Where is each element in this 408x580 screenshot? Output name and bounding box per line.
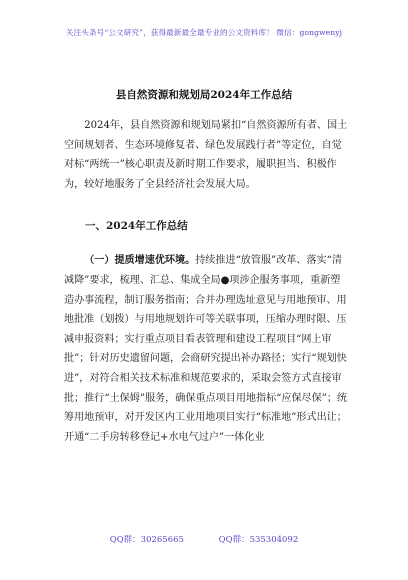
subsection-lead: （一）提质增速优环境。	[84, 255, 196, 267]
document-title: 县自然资源和规划局2024年工作总结	[115, 89, 293, 101]
footer	[0, 533, 408, 545]
subsection-text: 持续推进“放管服”改革、落实“清减降”要求，梳理、汇总、集成全局●项涉企服务事项，重新塑造办事流程，制订服务指南；合并办理选址意见与用地预审、用地批准（划拨）与用地规划许可等关联事项，压缩办理时限、压减申报资料；实行重点项目看表管理和建设工程项目“网上审批”；针对历史遗留问题，会商研究提出补办路径；实行“规划快进”，对符合相关技术标准和规范要求的，采取会签方式直接审批；推行“土保姆”服务，确保重点项目用地指标“应保尽保”；统筹用地预审，对开发区内工业用地项目实行“标准地”形式出让；开通“二手房转移登记+水电气过户”一体化业	[64, 255, 348, 443]
header-banner: 关注头条号“公文研究”，获得最新最全最专业的公文资料库！ 微信：gongwenyj	[65, 28, 343, 37]
footer-qq-group-1: QQ群：30265665	[109, 535, 184, 545]
subsection-paragraph	[64, 251, 350, 447]
footer-qq-group-2: QQ群：535304092	[218, 535, 299, 545]
section-heading: 一、2024年工作总结	[85, 220, 188, 233]
document-body	[64, 116, 350, 447]
intro-paragraph: 2024年，县自然资源和规划局紧扣“自然资源所有者、国土空间规划者、生态环境修复者、绿色发展践行者”等定位，自觉对标“两统一”核心职责及新时期工作要求，履职担当、积极作为，较好地服务了全县经济社会发展大局。	[64, 120, 348, 190]
